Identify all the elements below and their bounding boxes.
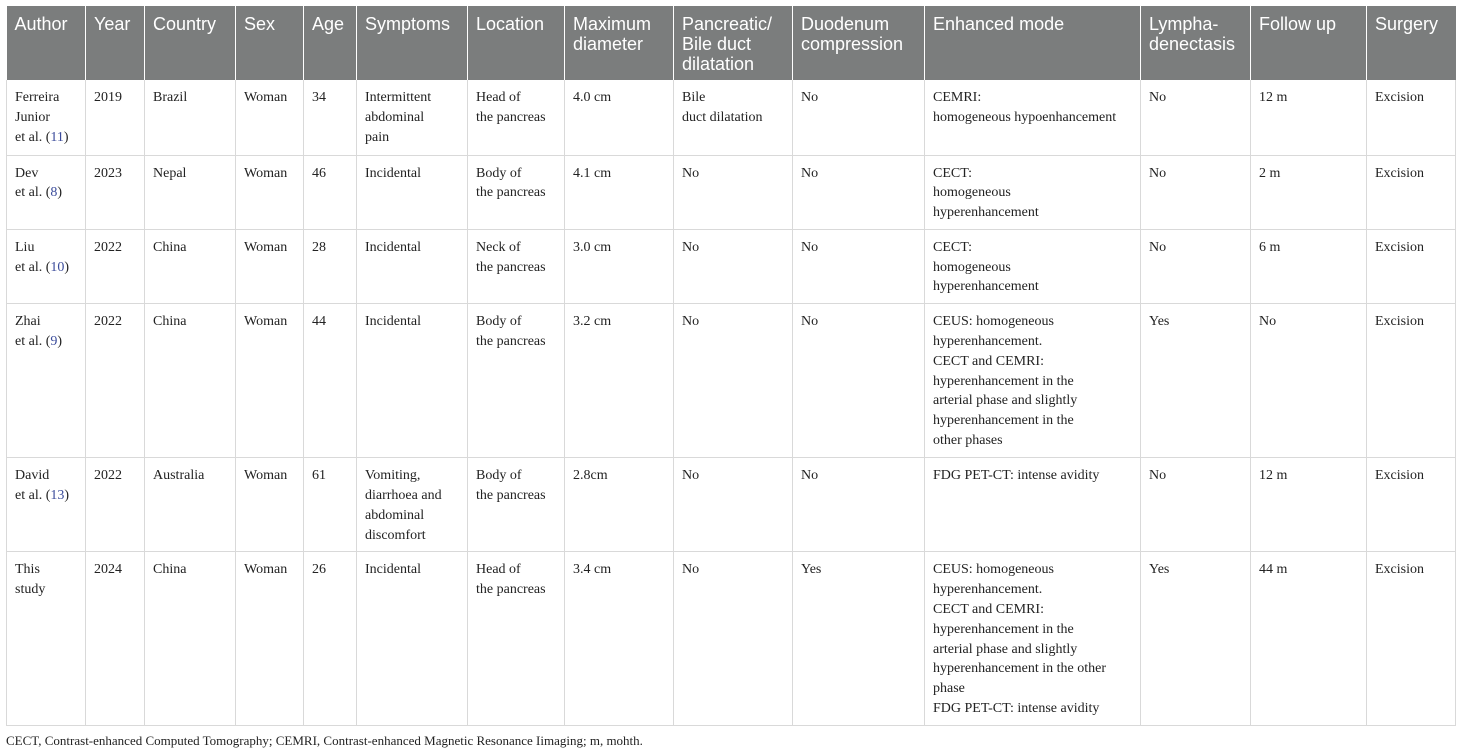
header-symptoms: Symptoms	[357, 6, 468, 80]
cell-author	[7, 458, 86, 552]
cell-age: 26	[304, 552, 357, 726]
cell-duodenum-compression: No	[793, 304, 925, 458]
cell-enhanced-mode: CECT: homogeneous hyperenhancement	[925, 155, 1141, 229]
cell-surgery: Excision	[1367, 229, 1456, 303]
cell-duct-dilatation: No	[674, 155, 793, 229]
cell-maximum-diameter: 3.2 cm	[565, 304, 674, 458]
author-text-end: )	[63, 129, 69, 145]
reference-link[interactable]: 11	[50, 129, 64, 145]
cell-age: 61	[304, 458, 357, 552]
cell-follow-up: No	[1251, 304, 1367, 458]
cell-maximum-diameter: 3.0 cm	[565, 229, 674, 303]
header-year: Year	[86, 6, 145, 80]
cell-duodenum-compression: No	[793, 155, 925, 229]
cell-age: 34	[304, 80, 357, 155]
cell-surgery: Excision	[1367, 304, 1456, 458]
author-text-end: )	[57, 334, 63, 350]
author-text: Dev et al. (	[15, 165, 51, 201]
cell-author	[7, 304, 86, 458]
header-surgery: Surgery	[1367, 6, 1456, 80]
header-age: Age	[304, 6, 357, 80]
cell-lymphadenectasis: No	[1141, 458, 1251, 552]
reference-link[interactable]: 9	[50, 334, 58, 350]
cell-symptoms: Incidental	[357, 304, 468, 458]
author-text: Liu et al. (	[15, 239, 51, 275]
cell-location: Body of the pancreas	[468, 304, 565, 458]
cell-lymphadenectasis: No	[1141, 229, 1251, 303]
cell-symptoms: Intermittent abdominal pain	[357, 80, 468, 155]
data-table	[6, 6, 1456, 726]
header-lymphadenectasis: Lympha- denectasis	[1141, 6, 1251, 80]
header-duodenum-compression: Duodenum compression	[793, 6, 925, 80]
cell-location: Body of the pancreas	[468, 155, 565, 229]
header-author: Author	[7, 6, 86, 80]
table-row	[7, 304, 1456, 458]
cell-sex: Woman	[236, 552, 304, 726]
cell-sex: Woman	[236, 155, 304, 229]
cell-maximum-diameter: 3.4 cm	[565, 552, 674, 726]
cell-symptoms: Incidental	[357, 229, 468, 303]
table-row	[7, 458, 1456, 552]
table-footnote: CECT, Contrast-enhanced Computed Tomography; CEMRI, Contrast-enhanced Magnetic Resonance Iimaging; m, mohth.	[6, 733, 643, 748]
cell-location: Body of the pancreas	[468, 458, 565, 552]
cell-author	[7, 552, 86, 726]
cell-country: Nepal	[145, 155, 236, 229]
cell-lymphadenectasis: No	[1141, 155, 1251, 229]
author-text: Zhai et al. (	[15, 314, 51, 350]
cell-follow-up: 12 m	[1251, 458, 1367, 552]
cell-surgery: Excision	[1367, 552, 1456, 726]
cell-enhanced-mode: CEMRI: homogeneous hypoenhancement	[925, 80, 1141, 155]
cell-location: Head of the pancreas	[468, 80, 565, 155]
cell-follow-up: 6 m	[1251, 229, 1367, 303]
cell-duodenum-compression: No	[793, 80, 925, 155]
cell-maximum-diameter: 4.1 cm	[565, 155, 674, 229]
cell-year: 2022	[86, 304, 145, 458]
cell-sex: Woman	[236, 304, 304, 458]
cell-duodenum-compression: Yes	[793, 552, 925, 726]
cell-year: 2024	[86, 552, 145, 726]
header-duct-dilatation: Pancreatic/ Bile duct dilatation	[674, 6, 793, 80]
author-text: This study	[15, 562, 46, 598]
cell-lymphadenectasis: No	[1141, 80, 1251, 155]
cell-follow-up: 2 m	[1251, 155, 1367, 229]
author-text: David et al. (	[15, 468, 51, 504]
cell-symptoms: Incidental	[357, 552, 468, 726]
table-row	[7, 552, 1456, 726]
cell-sex: Woman	[236, 80, 304, 155]
cell-sex: Woman	[236, 458, 304, 552]
cell-maximum-diameter: 4.0 cm	[565, 80, 674, 155]
cell-lymphadenectasis: Yes	[1141, 304, 1251, 458]
author-text-end: )	[64, 488, 70, 504]
table-row	[7, 229, 1456, 303]
header-location: Location	[468, 6, 565, 80]
cell-lymphadenectasis: Yes	[1141, 552, 1251, 726]
cell-enhanced-mode: CEUS: homogeneous hyperenhancement. CECT and CEMRI: hyperenhancement in the arterial phase and slightly hyperenhancement in the other phases	[925, 304, 1141, 458]
cell-symptoms: Vomiting, diarrhoea and abdominal discomfort	[357, 458, 468, 552]
cell-age: 46	[304, 155, 357, 229]
cell-surgery: Excision	[1367, 80, 1456, 155]
cell-sex: Woman	[236, 229, 304, 303]
cell-age: 28	[304, 229, 357, 303]
cell-follow-up: 12 m	[1251, 80, 1367, 155]
table-row	[7, 155, 1456, 229]
cell-age: 44	[304, 304, 357, 458]
cell-year: 2022	[86, 458, 145, 552]
cell-duodenum-compression: No	[793, 458, 925, 552]
cell-follow-up: 44 m	[1251, 552, 1367, 726]
cell-location: Neck of the pancreas	[468, 229, 565, 303]
table-row	[7, 80, 1456, 155]
cell-maximum-diameter: 2.8cm	[565, 458, 674, 552]
cell-author	[7, 80, 86, 155]
author-text-end: )	[64, 259, 70, 275]
cell-location: Head of the pancreas	[468, 552, 565, 726]
cell-year: 2023	[86, 155, 145, 229]
cell-duct-dilatation: No	[674, 458, 793, 552]
cell-author	[7, 155, 86, 229]
header-country: Country	[145, 6, 236, 80]
header-maximum-diameter: Maximum diameter	[565, 6, 674, 80]
cell-country: Australia	[145, 458, 236, 552]
cell-duct-dilatation: Bile duct dilatation	[674, 80, 793, 155]
table-container	[6, 6, 1455, 726]
cell-author	[7, 229, 86, 303]
cell-enhanced-mode: CECT: homogeneous hyperenhancement	[925, 229, 1141, 303]
cell-duct-dilatation: No	[674, 229, 793, 303]
cell-country: China	[145, 304, 236, 458]
header-follow-up: Follow up	[1251, 6, 1367, 80]
reference-link[interactable]: 8	[50, 185, 58, 201]
author-text-end: )	[57, 185, 63, 201]
cell-surgery: Excision	[1367, 458, 1456, 552]
header-enhanced-mode: Enhanced mode	[925, 6, 1141, 80]
header-row	[7, 6, 1456, 80]
cell-country: China	[145, 229, 236, 303]
cell-year: 2022	[86, 229, 145, 303]
header-sex: Sex	[236, 6, 304, 80]
cell-enhanced-mode: FDG PET-CT: intense avidity	[925, 458, 1141, 552]
cell-duodenum-compression: No	[793, 229, 925, 303]
cell-symptoms: Incidental	[357, 155, 468, 229]
cell-duct-dilatation: No	[674, 304, 793, 458]
cell-enhanced-mode: CEUS: homogeneous hyperenhancement. CECT and CEMRI: hyperenhancement in the arterial phase and slightly hyperenhancement in the other phase FDG PET-CT: intense avidity	[925, 552, 1141, 726]
cell-country: Brazil	[145, 80, 236, 155]
author-text: Ferreira Junior et al. (	[15, 90, 60, 145]
reference-link[interactable]: 10	[50, 259, 65, 275]
reference-link[interactable]: 13	[50, 488, 65, 504]
cell-duct-dilatation: No	[674, 552, 793, 726]
cell-surgery: Excision	[1367, 155, 1456, 229]
cell-country: China	[145, 552, 236, 726]
cell-year: 2019	[86, 80, 145, 155]
